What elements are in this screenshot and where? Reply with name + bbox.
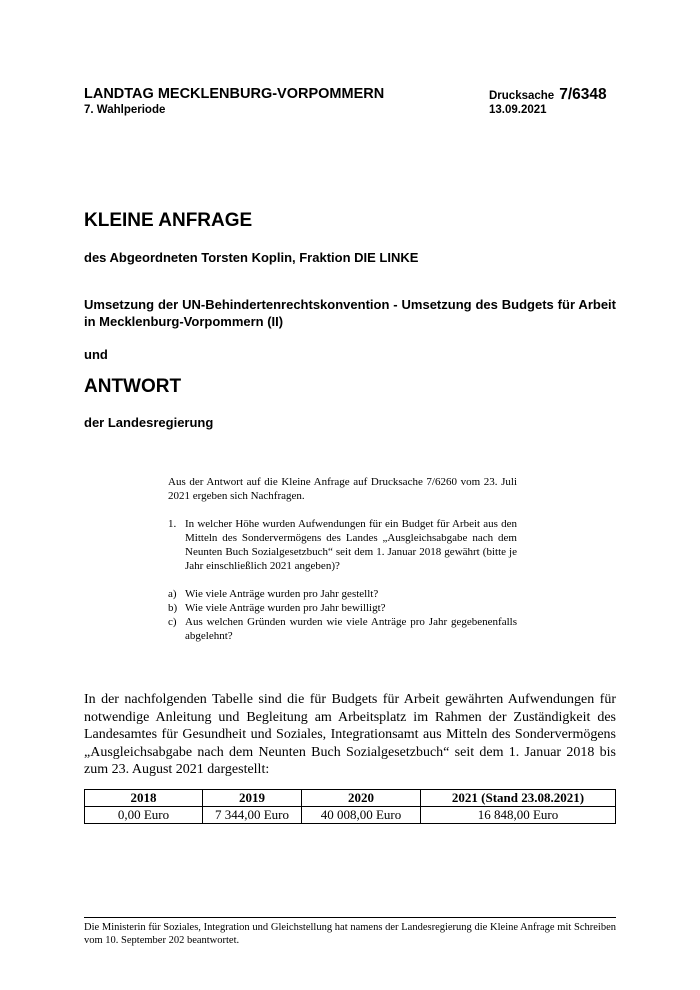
question-subitem bbox=[168, 601, 517, 615]
table-header-cell: 2021 (Stand 23.08.2021) bbox=[421, 790, 616, 807]
table-cell: 0,00 Euro bbox=[85, 807, 203, 824]
budget-table bbox=[84, 789, 616, 824]
question-item bbox=[168, 517, 517, 573]
document-date: 13.09.2021 bbox=[489, 104, 547, 116]
topic-heading: Umsetzung der UN-Behindertenrechtskonvention - Umsetzung des Budgets für Arbeit in Mecklenburg-Vorpommern (II) bbox=[84, 297, 616, 329]
answer-text: In der nachfolgenden Tabelle sind die für Budgets für Arbeit gewährten Aufwendungen für notwendige Anleitung und Begleitung am Arbeitsplatz im Rahmen der Zuständigkeit des Landesamtes für Gesundheit und Soziales, Integrationsamt aus Mitteln des Sondervermögens „Ausgleichsabgabe nach dem Neunten Buch Sozialgesetzbuch“ seit dem 1. Januar 2018 bis zum 23. August 2021 dargestellt: bbox=[84, 692, 616, 777]
subitem-letter: c) bbox=[168, 616, 177, 628]
und-line: und bbox=[84, 347, 108, 362]
question-block bbox=[168, 475, 517, 643]
footnote-divider bbox=[84, 917, 616, 918]
question-number: 1. bbox=[168, 518, 177, 530]
table-header-cell: 2019 bbox=[203, 790, 302, 807]
table-cell: 40 008,00 Euro bbox=[302, 807, 421, 824]
table-header-cell: 2018 bbox=[85, 790, 203, 807]
question-subitem bbox=[168, 615, 517, 643]
table-row bbox=[85, 807, 616, 824]
drucksache-number: 7/6348 bbox=[559, 86, 607, 103]
question-intro: Aus der Antwort auf die Kleine Anfrage auf Drucksache 7/6260 vom 23. Juli 2021 ergeben sich Nachfragen. bbox=[168, 476, 517, 502]
subitem-letter: a) bbox=[168, 588, 177, 600]
drucksache bbox=[489, 86, 607, 104]
subitem-text: Aus welchen Gründen wurden wie viele Anträge pro Jahr gegebenenfalls abgelehnt? bbox=[185, 616, 517, 642]
election-period: 7. Wahlperiode bbox=[84, 104, 166, 116]
table-cell: 7 344,00 Euro bbox=[203, 807, 302, 824]
question-text: In welcher Höhe wurden Aufwendungen für ein Budget für Arbeit aus den Mitteln des Sondervermögens des Landes „Ausgleichsabgabe nach dem Neunten Buch Sozialgesetzbuch“ seit dem 1. Januar 2018 gewährt (bitte je Jahr einschließlich 2021 angeben)? bbox=[185, 518, 517, 572]
table-cell: 16 848,00 Euro bbox=[421, 807, 616, 824]
kleine-anfrage-title: KLEINE ANFRAGE bbox=[84, 210, 253, 231]
parliament-name: LANDTAG MECKLENBURG-VORPOMMERN bbox=[84, 86, 385, 102]
subitem-text: Wie viele Anträge wurden pro Jahr bewilligt? bbox=[185, 602, 386, 614]
antwort-title: ANTWORT bbox=[84, 376, 182, 397]
subitem-text: Wie viele Anträge wurden pro Jahr gestellt? bbox=[185, 588, 379, 600]
table-header-cell: 2020 bbox=[302, 790, 421, 807]
question-subitem bbox=[168, 587, 517, 601]
question-subitems bbox=[168, 587, 517, 643]
subitem-letter: b) bbox=[168, 602, 178, 614]
table-header-row bbox=[85, 790, 616, 807]
author-line: des Abgeordneten Torsten Koplin, Fraktion DIE LINKE bbox=[84, 250, 419, 265]
drucksache-label: Drucksache bbox=[489, 90, 555, 102]
footnote-text: Die Ministerin für Soziales, Integration und Gleichstellung hat namens der Landesregierung die Kleine Anfrage mit Schreiben vom 10. September 202 beantwortet. bbox=[84, 922, 616, 946]
landesregierung-line: der Landesregierung bbox=[84, 415, 214, 430]
